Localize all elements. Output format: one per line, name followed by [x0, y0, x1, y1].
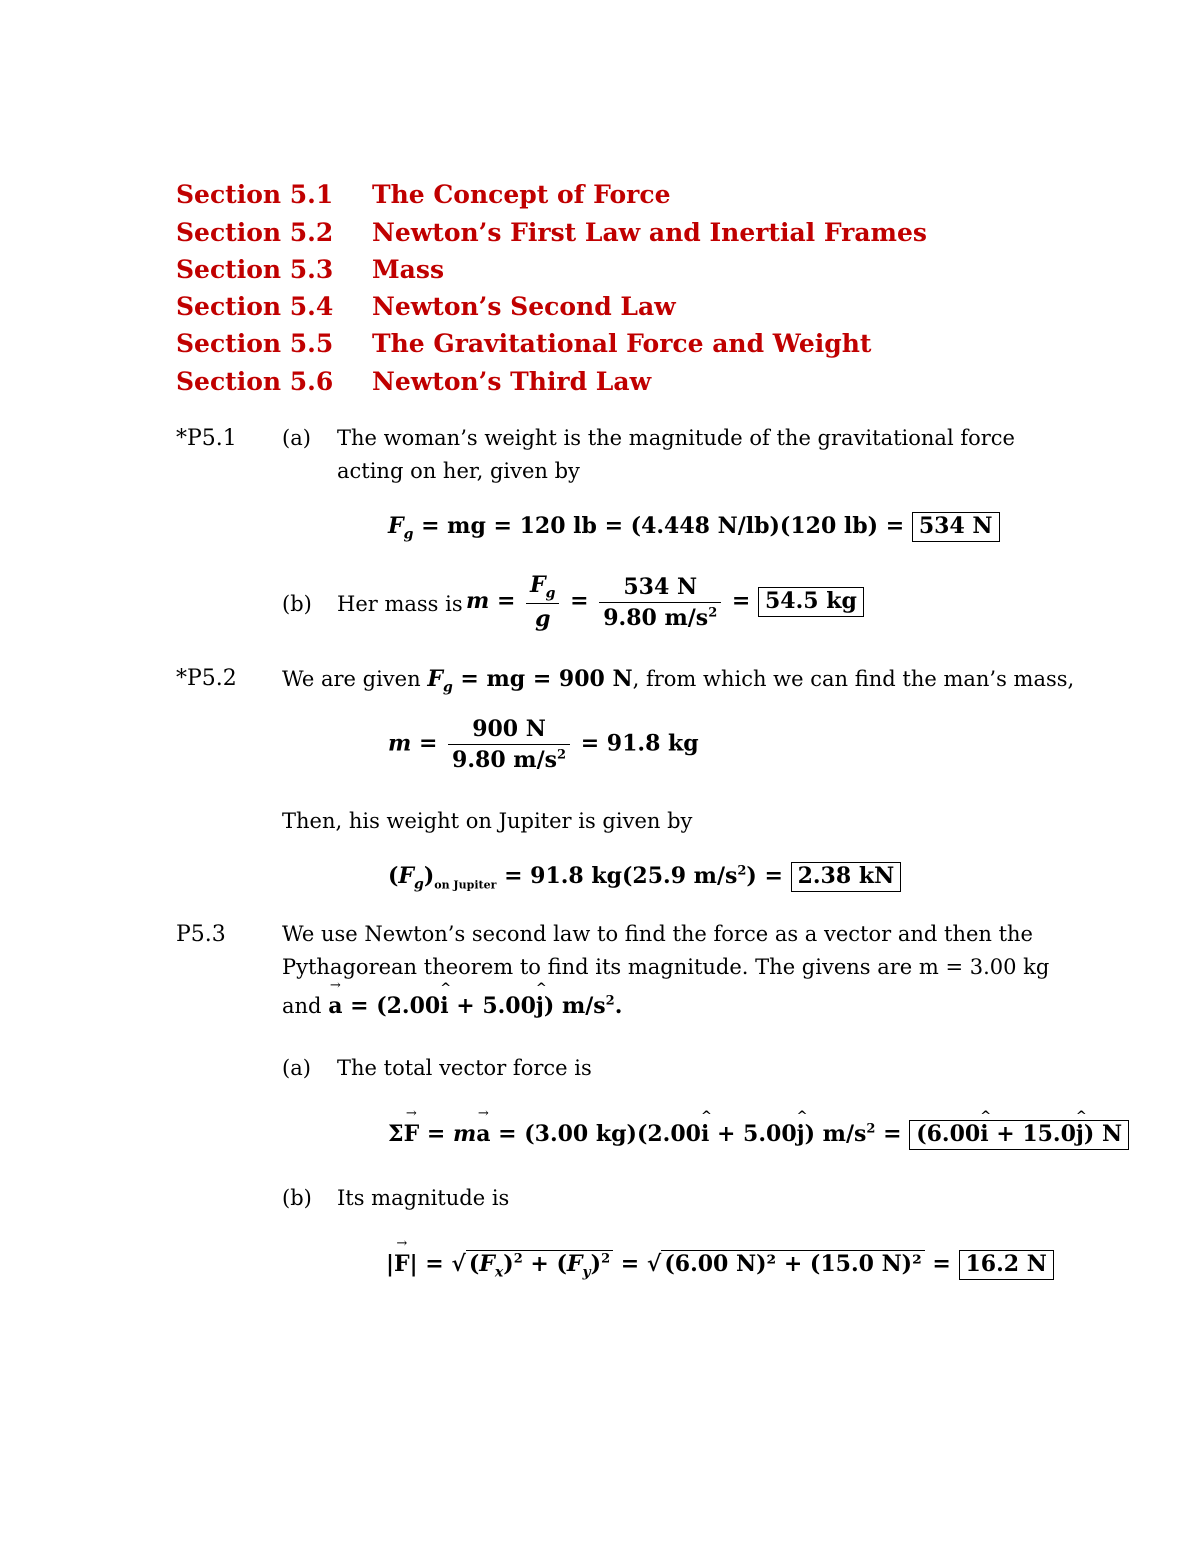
answer-box: 54.5 kg: [758, 587, 864, 617]
equation-weight: $F_g$ = mg = 120 lb = (4.448 N/lb)(120 lb) = 534 N: [388, 512, 1000, 542]
answer-box: (6.00^ i + 15.0^ j) N: [909, 1120, 1129, 1150]
section-title: The Gravitational Force and Weight: [372, 329, 872, 358]
equation-body: = mg = 120 lb = (4.448 N/lb)(120 lb) =: [421, 513, 905, 539]
fraction: $\frac{534 N}{9.80 m/s^2}$: [599, 574, 721, 631]
fraction: $\frac{F_g}{g}$: [526, 572, 559, 632]
section-number: Section 5.6: [176, 367, 334, 396]
text-segment: and: [282, 994, 322, 1018]
problem-text: Her mass is: [337, 592, 463, 616]
given-equation: = mg = 900 N: [460, 666, 633, 692]
fraction-denominator: 9.80 m/s: [452, 747, 557, 773]
equation-mass: m = $\frac{F_g}{g}$ = $\frac{534 N}{9.80 m/s^2}$ = 54.5 kg: [466, 572, 864, 632]
section-number: Section 5.5: [176, 329, 334, 358]
part-label: (b): [282, 592, 312, 616]
section-title: Newton’s Second Law: [372, 292, 676, 321]
problem-text: acting on her, given by: [337, 459, 580, 483]
equation-result: = 91.8 kg: [580, 730, 699, 757]
problem-text: Pythagorean theorem to find its magnitude. The givens are m = 3.00 kg: [282, 955, 1050, 979]
equation-mass: m = $\frac{900 N}{9.80 m/s^2}$ = 91.8 kg: [388, 716, 699, 773]
answer-box: 534 N: [912, 512, 1000, 542]
section-title: Newton’s Third Law: [372, 367, 652, 396]
section-number: Section 5.4: [176, 292, 334, 321]
part-label: (a): [282, 426, 311, 450]
equation-force: Σ→ F = m→ a = (3.00 kg)(2.00^ i + 5.00^ j) $m/s^2$ = (6.00^ i + 15.0^ j) N: [388, 1120, 1129, 1150]
fraction-numerator: 534 N: [599, 574, 721, 603]
problem-text: We are given $F_g$ = mg = 900 N, from which we can find the man’s mass,: [282, 666, 1075, 696]
subscript: on Jupiter: [434, 878, 497, 892]
section-number: Section 5.3: [176, 255, 334, 284]
equation-magnitude: |→ F| = √ $(F_x)^2 + (F_y)^2$ = √ (6.00 N)² + (15.0 N)² = 16.2 N: [386, 1250, 1054, 1280]
text-segment: , from which we can find the man’s mass,: [632, 667, 1075, 691]
problem-text: and → a = (2.00^ i + 5.00^ j) $m/s^2$.: [282, 993, 622, 1019]
section-title: The Concept of Force: [372, 180, 671, 209]
fraction: $\frac{900 N}{9.80 m/s^2}$: [448, 716, 570, 773]
problem-text: Its magnitude is: [337, 1186, 510, 1210]
equation-body: = 91.8 kg(25.9 m/s: [504, 863, 738, 889]
part-label: (a): [282, 1056, 311, 1080]
answer-box: 16.2 N: [959, 1250, 1054, 1280]
section-number: Section 5.2: [176, 218, 334, 247]
section-number: Section 5.1: [176, 180, 334, 209]
equation-jupiter: $(F_g)_{on Jupiter} = 91.8$ kg(25.9 $m/s^2) = 2.38$ kN: [388, 862, 901, 892]
text-segment: We are given: [282, 667, 421, 691]
problem-label: *P5.2: [176, 666, 237, 691]
sqrt-expression: (6.00 N)² + (15.0 N)²: [661, 1250, 924, 1277]
part-label: (b): [282, 1186, 312, 1210]
problem-text: Then, his weight on Jupiter is given by: [282, 809, 693, 833]
problem-text: The total vector force is: [337, 1056, 592, 1080]
answer-box: 2.38 kN: [791, 862, 902, 892]
fraction-numerator: 900 N: [448, 716, 570, 745]
fraction-denominator: 9.80 m/s: [603, 604, 709, 631]
section-title: Mass: [372, 255, 445, 284]
problem-label: P5.3: [176, 922, 226, 947]
section-title: Newton’s First Law and Inertial Frames: [372, 218, 927, 247]
problem-text: We use Newton’s second law to find the force as a vector and then the: [282, 922, 1033, 946]
problem-label: *P5.1: [176, 426, 237, 451]
problem-text: The woman’s weight is the magnitude of the gravitational force: [337, 426, 1015, 450]
